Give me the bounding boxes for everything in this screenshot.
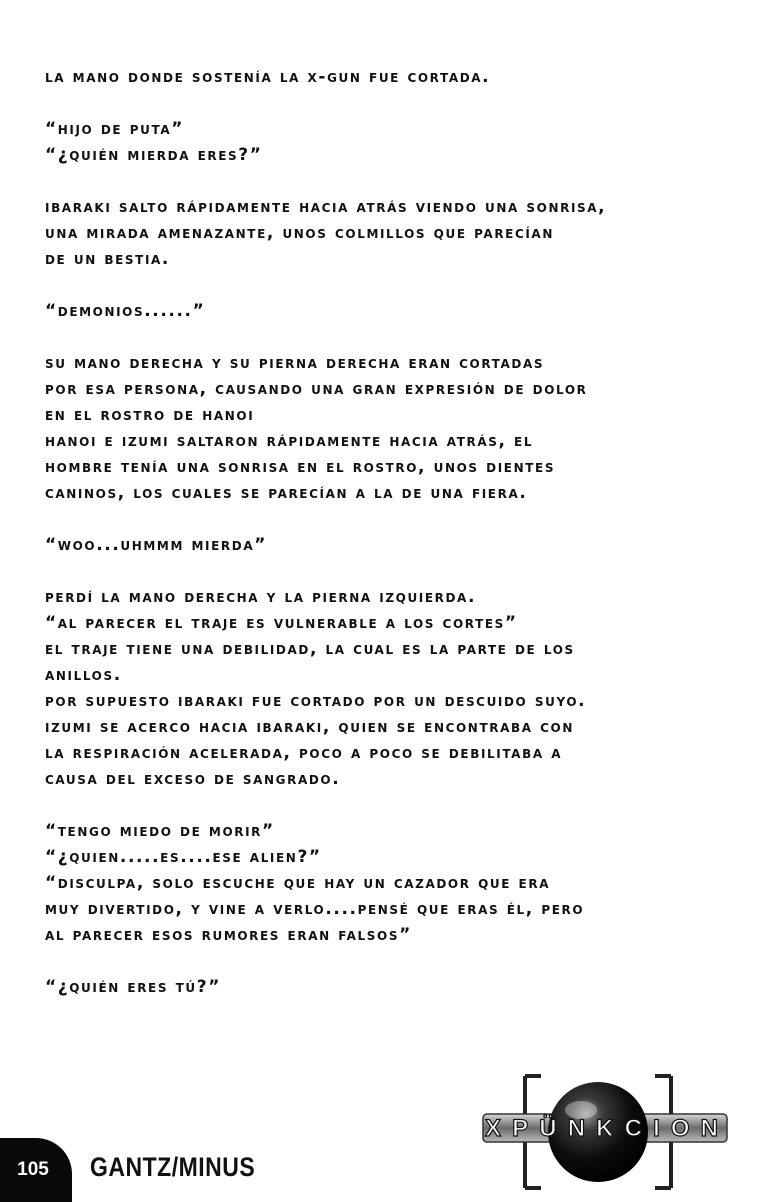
paragraph — [45, 298, 745, 324]
book-title: GANTZ/MINUS — [90, 1151, 256, 1182]
text-line: “woo...uhmmm mierda” — [45, 535, 267, 555]
page-number: 105 — [17, 1159, 49, 1180]
paragraph — [45, 974, 745, 1000]
text-line: por supuesto ibaraki fue cortado por un descuido suyo. — [45, 691, 587, 711]
page-number-badge — [0, 1138, 72, 1202]
text-line: muy divertido, y vine a verlo....pensé que eras él, pero — [45, 899, 585, 919]
text-line: hanoi e izumi saltaron rápidamente hacia atrás, el — [45, 431, 534, 451]
text-line: de un bestia. — [45, 249, 170, 269]
text-line: una mirada amenazante, unos colmillos que parecían — [45, 223, 554, 243]
text-line: “hijo de puta” — [45, 119, 184, 139]
text-line: izumi se acerco hacia ibaraki, quien se encontraba con — [45, 717, 574, 737]
text-line: causa del exceso de sangrado. — [45, 769, 341, 789]
text-line: la mano donde sostenía la x-gun fue cortada. — [45, 67, 491, 87]
text-line: su mano derecha y su pierna derecha eran cortadas — [45, 353, 545, 373]
story-text — [45, 64, 745, 1026]
text-line: anillos. — [45, 665, 122, 685]
paragraph — [45, 64, 745, 90]
text-line: “demonios......” — [45, 301, 206, 321]
text-line: “disculpa, solo escuche que hay un cazador que era — [45, 873, 551, 893]
text-line: “al parecer el traje es vulnerable a los cortes” — [45, 613, 518, 633]
text-line: “tengo miedo de morir” — [45, 821, 275, 841]
text-line: la respiración acelerada, poco a poco se debilitaba a — [45, 743, 563, 763]
text-line: perdí la mano derecha y la pierna izquierda. — [45, 587, 476, 607]
text-line: “¿quien.....es....ese alien?” — [45, 847, 322, 867]
paragraph — [45, 584, 745, 792]
page-footer — [0, 1130, 320, 1200]
paragraph — [45, 532, 745, 558]
paragraph — [45, 350, 745, 506]
text-line: caninos, los cuales se parecían a la de una fiera. — [45, 483, 528, 503]
text-line: “¿quién eres tú?” — [45, 977, 221, 997]
paragraph — [45, 194, 745, 272]
text-line: el traje tiene una debilidad, la cual es la parte de los — [45, 639, 575, 659]
text-line: “¿quién mierda eres?” — [45, 145, 263, 165]
text-line: en el rostro de hanoi — [45, 405, 255, 425]
xpunkcion-logo — [463, 1070, 733, 1195]
text-line: ibaraki salto rápidamente hacia atrás viendo una sonrisa, — [45, 197, 607, 217]
text-line: por esa persona, causando una gran expresión de dolor — [45, 379, 588, 399]
text-line: al parecer esos rumores eran falsos” — [45, 925, 412, 945]
paragraph — [45, 818, 745, 948]
text-line: hombre tenía una sonrisa en el rostro, unos dientes — [45, 457, 556, 477]
logo-text: XPÜNKCION — [485, 1115, 721, 1142]
paragraph — [45, 116, 745, 168]
